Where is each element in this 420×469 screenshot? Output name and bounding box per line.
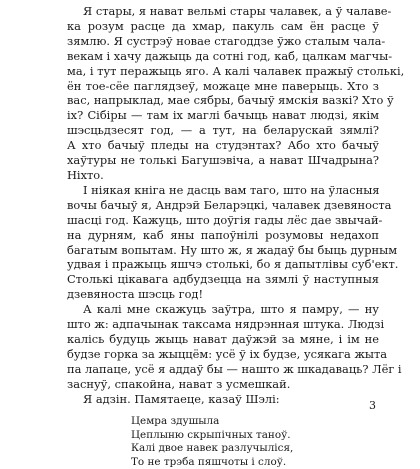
body-text: [67, 4, 405, 406]
text-line: калісь будуць жыць нават даўжэй за мяне, і ім не: [67, 331, 379, 346]
verse-line: Цеплыню скрыпічных таноў.: [131, 428, 291, 441]
text-line: ка розум расце да хмар, пакуль сам ён расце ў: [67, 18, 379, 33]
paragraph: [67, 392, 379, 407]
text-line: шасці год. Кажуць, што доўгія гады лёс дае звычай-: [67, 212, 383, 227]
text-line: Столькі цікавага адбудзецца на зямлі ў наступныя: [67, 272, 379, 287]
text-line: шэсцьдзесят год, — а тут, на беларускай зямлі?: [67, 123, 379, 138]
verse-line: Цемра здушыла: [131, 415, 220, 428]
text-line: што ж: адпачынак таксама нядрэнная штука. Людзі: [67, 317, 385, 332]
text-line: дзевяноста шэсць год!: [67, 287, 204, 302]
text-line: на дурням, каб яны папоўнілі розумовы недахоп: [67, 227, 379, 242]
verse-line: Калі двое навек разлучыліся,: [131, 442, 294, 455]
text-line: І ніякая кніга не дасць вам таго, што на ўласныя: [83, 182, 380, 197]
paragraph: [67, 182, 399, 302]
paragraph: [67, 302, 402, 391]
text-line: вас, напрыклад, мае сябры, бачыў ямскія вазкі? Хто ў: [67, 93, 394, 108]
verse-line: То не трэба пяшчоты і слоў.: [131, 455, 287, 468]
text-line: Ніхто.: [67, 167, 104, 182]
text-line: А калі мне скажуць заўтра, што я памру, — ну: [83, 302, 379, 317]
text-line: А хто бачыў пледы на студэнтах? Або хто бачыў: [67, 138, 379, 153]
text-line: будзе горка за жыццём: усё ў іх будзе, усякага жыта: [67, 346, 388, 361]
text-line: па лапаце, усё я аддаў бы — нашто ж шкадаваць? Лёг і: [67, 361, 402, 376]
text-line: зямлю. Я сустрэў новае стагоддзе ўжо сталым чала-: [67, 33, 386, 48]
page-number: 3: [369, 399, 376, 412]
text-line: векам і хачу дажыць да сотні год, каб, цалкам магчы-: [67, 48, 393, 63]
text-line: багатым вопытам. Ну што ж, я жадаў бы быць дурным: [67, 242, 398, 257]
text-line: хаўтуры не толькі Багушэвіча, а нават Шчадрына?: [67, 153, 379, 168]
text-line: заснуў, спакойна, нават з усмешкай.: [67, 376, 291, 391]
paragraph: [67, 4, 405, 183]
text-line: ён тое-сёе паглядзеў, можаце мне паверыць. Хто з: [67, 78, 379, 93]
verse-quote: [131, 415, 379, 469]
text-line: удвая і пражыць яшчэ столькі, бо я дапытлівы суб'ект.: [67, 257, 399, 272]
text-line: Я адзін. Памятаеце, казаў Шэлі:: [83, 391, 280, 406]
text-line: вочы бачыў я, Андрэй Беларэцкі, чалавек дзевяноста: [67, 197, 392, 212]
text-line: Я стары, я нават вельмі стары чалавек, а ў чалаве-: [83, 4, 392, 18]
text-line: ма, і тут перажыць яго. А калі чалавек пражыў столькі,: [67, 63, 405, 78]
text-page: [67, 4, 405, 469]
text-line: іх? Сібіры — там іх маглі бачыць нават людзі, якім: [67, 108, 379, 123]
